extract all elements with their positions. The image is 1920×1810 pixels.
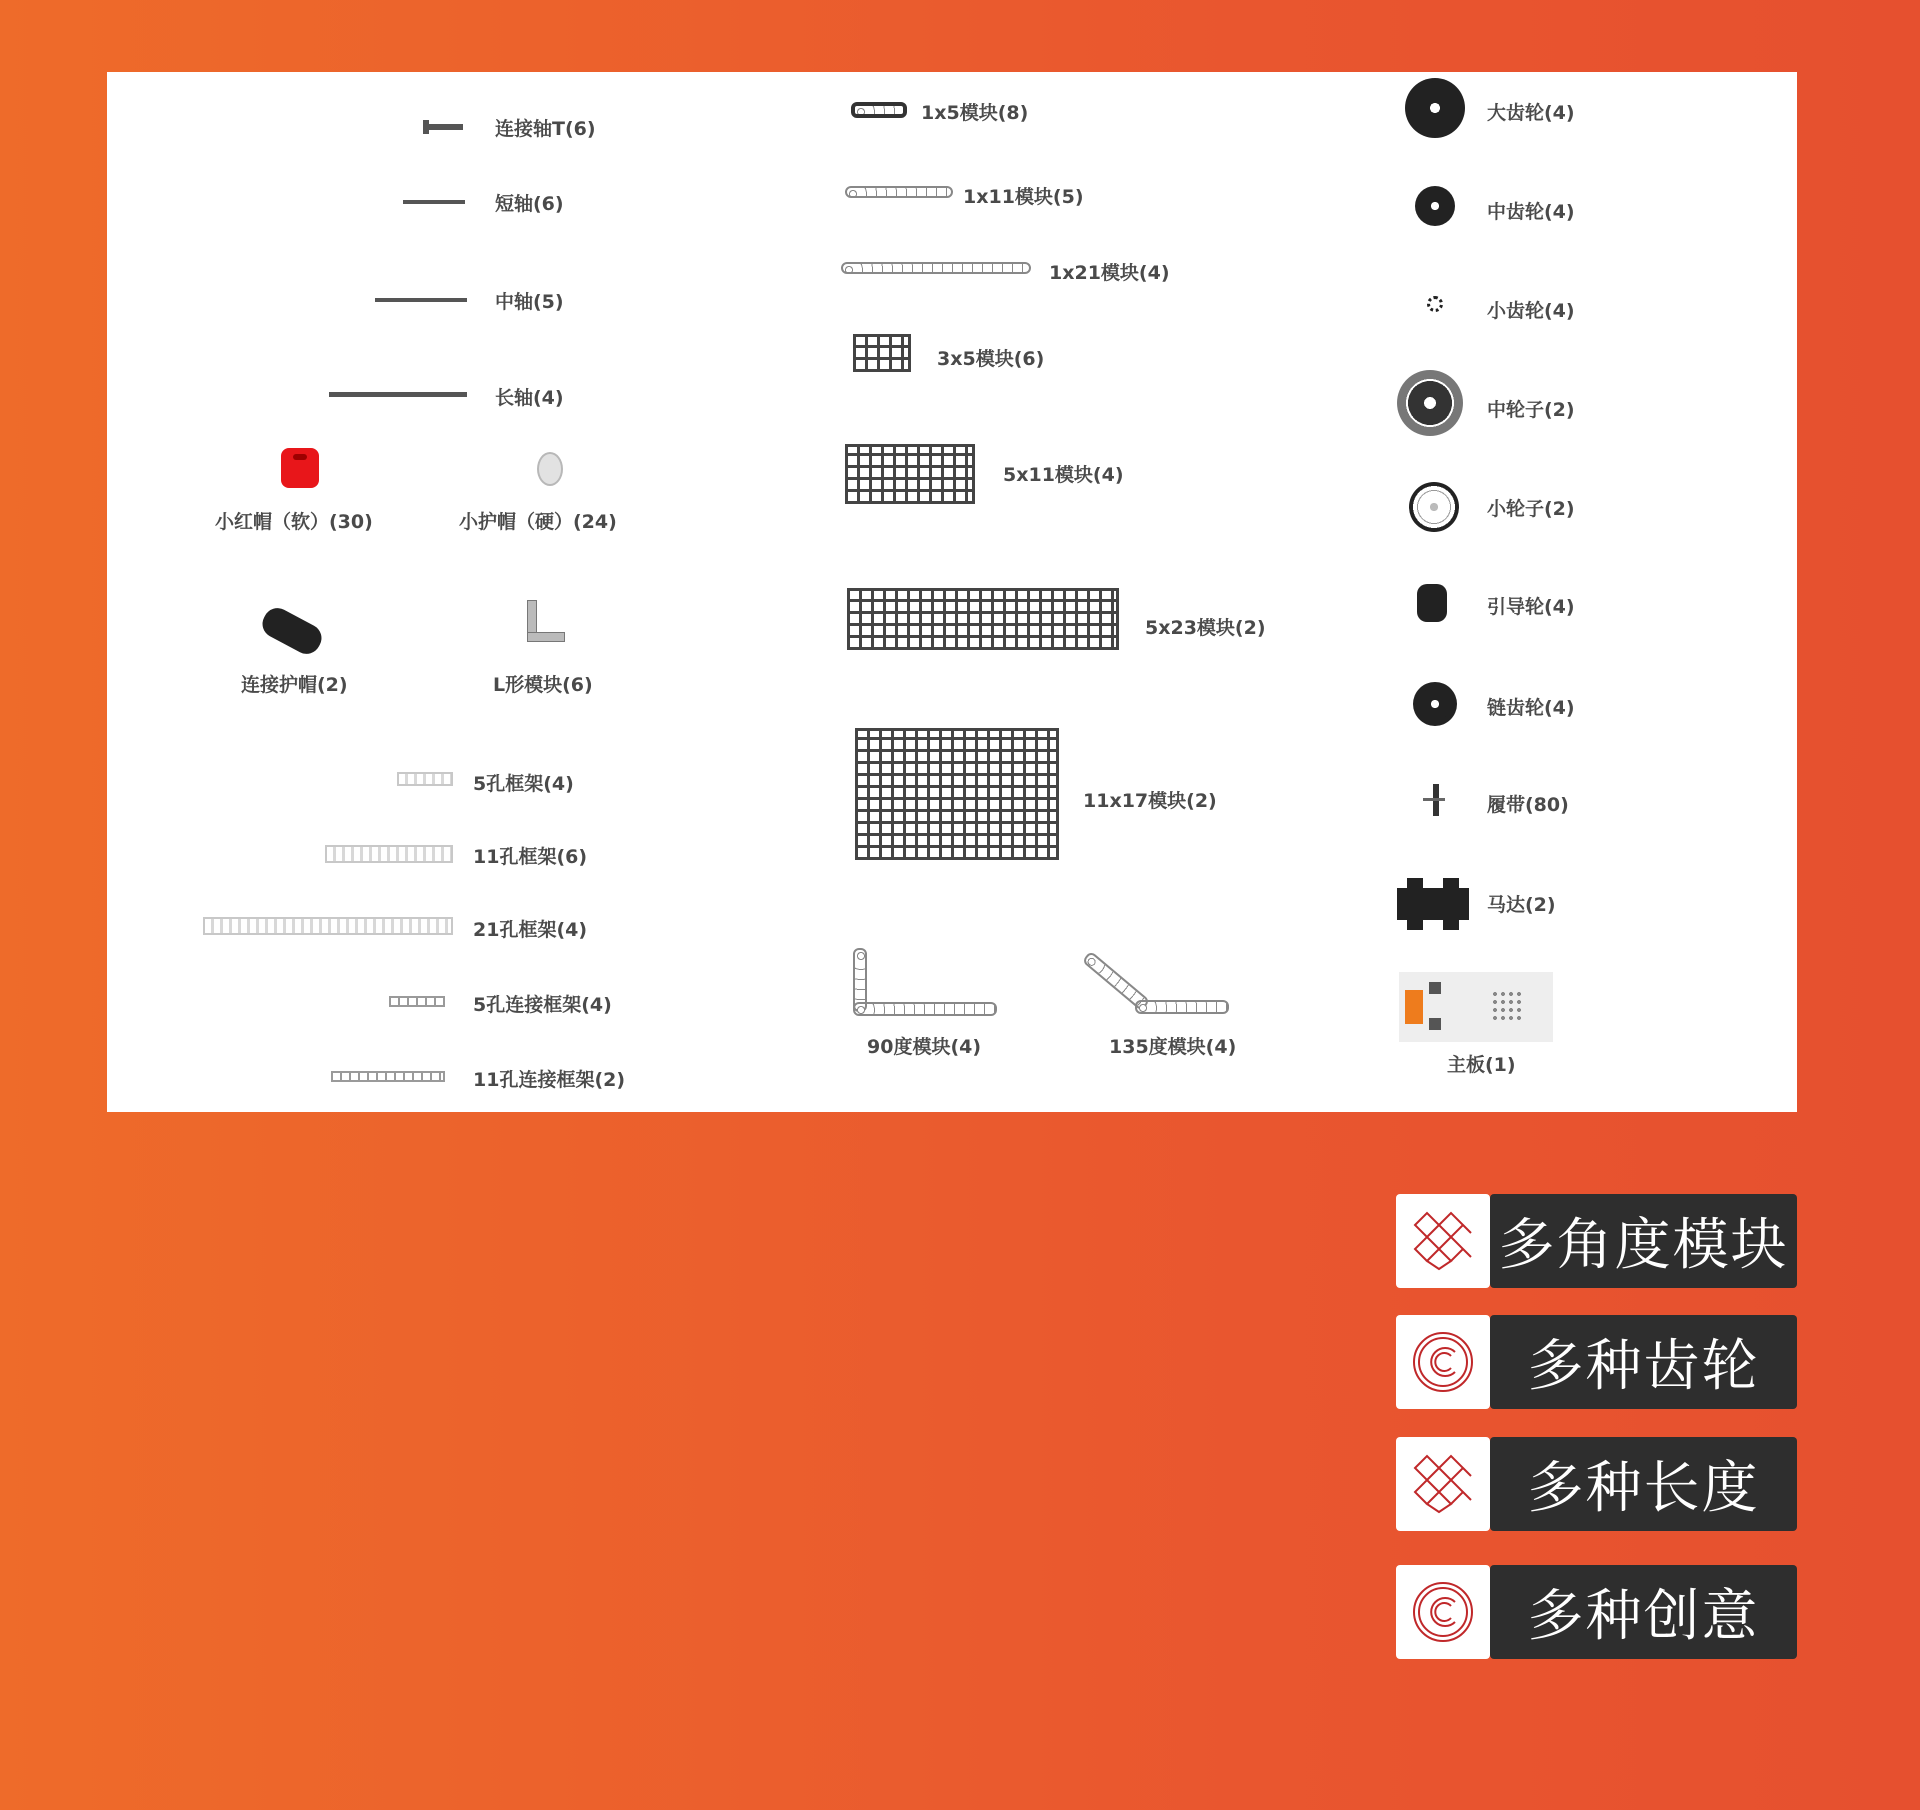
module-3x5-label: 3x5模块(6)	[937, 348, 1045, 370]
medium-axle-label: 中轴(5)	[495, 291, 564, 313]
module-5x11-label: 5x11模块(4)	[1003, 464, 1124, 486]
feature-multi-angle-module	[1396, 1194, 1797, 1288]
feature-various-lengths	[1396, 1437, 1797, 1531]
frame-21-icon	[203, 917, 453, 935]
copyright-circle-icon	[1396, 1565, 1490, 1659]
module-1x21-label: 1x21模块(4)	[1049, 262, 1170, 284]
long-axle-label: 长轴(4)	[495, 387, 564, 409]
sprocket-icon	[1413, 682, 1457, 726]
small-red-cap-label: 小红帽（软）(30)	[215, 511, 373, 533]
medium-gear-icon	[1415, 186, 1455, 226]
track-label: 履带(80)	[1487, 794, 1569, 816]
feature-label: 多种创意	[1490, 1565, 1797, 1659]
feature-label: 多种长度	[1490, 1437, 1797, 1531]
guard-cap-icon	[537, 452, 563, 486]
module-1x11-label: 1x11模块(5)	[963, 186, 1084, 208]
frame-5-icon	[397, 772, 453, 786]
feature-various-creativity	[1396, 1565, 1797, 1659]
medium-gear-label: 中齿轮(4)	[1487, 201, 1575, 223]
connector-frame-5-label: 5孔连接框架(4)	[473, 994, 612, 1016]
frame-21-label: 21孔框架(4)	[473, 919, 588, 941]
module-135deg-label: 135度模块(4)	[1109, 1036, 1237, 1058]
grid-diamond-icon	[1396, 1194, 1490, 1288]
copyright-circle-icon	[1396, 1315, 1490, 1409]
module-90deg-icon	[853, 948, 999, 1018]
short-axle-icon	[403, 200, 465, 204]
module-90deg-label: 90度模块(4)	[867, 1036, 982, 1058]
long-axle-icon	[329, 392, 467, 397]
connector-frame-11-label: 11孔连接框架(2)	[473, 1069, 626, 1091]
module-5x23-label: 5x23模块(2)	[1145, 617, 1266, 639]
frame-11-icon	[325, 845, 453, 863]
module-1x21-icon	[841, 262, 1031, 274]
medium-wheel-icon	[1397, 370, 1463, 436]
module-5x11-icon	[845, 444, 975, 504]
feature-various-gears	[1396, 1315, 1797, 1409]
small-gear-icon	[1427, 296, 1443, 312]
connector-frame-11-icon	[331, 1071, 445, 1082]
track-icon	[1423, 784, 1445, 816]
grid-diamond-icon	[1396, 1437, 1490, 1531]
l-module-label: L形模块(6)	[493, 674, 593, 696]
connector-axle-t-label: 连接轴T(6)	[495, 118, 596, 140]
frame-5-label: 5孔框架(4)	[473, 773, 574, 795]
module-1x5-label: 1x5模块(8)	[921, 102, 1029, 124]
module-11x17-label: 11x17模块(2)	[1083, 790, 1217, 812]
connector-guard-cap-icon	[258, 603, 327, 659]
parts-list-panel	[107, 72, 1797, 1112]
mainboard-icon	[1399, 972, 1553, 1042]
motor-icon	[1397, 878, 1469, 930]
connector-guard-cap-label: 连接护帽(2)	[241, 674, 348, 696]
small-guard-cap-label: 小护帽（硬）(24)	[459, 511, 617, 533]
mainboard-label: 主板(1)	[1447, 1054, 1516, 1076]
motor-label: 马达(2)	[1487, 894, 1556, 916]
small-gear-label: 小齿轮(4)	[1487, 300, 1575, 322]
module-3x5-icon	[853, 334, 911, 372]
guide-wheel-label: 引导轮(4)	[1487, 596, 1575, 618]
l-module-icon	[523, 600, 563, 644]
connector-frame-5-icon	[389, 996, 445, 1007]
frame-11-label: 11孔框架(6)	[473, 846, 588, 868]
guide-wheel-icon	[1417, 584, 1447, 622]
module-5x23-icon	[847, 588, 1119, 650]
module-135deg-icon	[1073, 952, 1233, 1016]
medium-axle-icon	[375, 298, 467, 302]
module-11x17-icon	[855, 728, 1059, 860]
medium-wheel-label: 中轮子(2)	[1487, 399, 1575, 421]
small-wheel-icon	[1409, 482, 1459, 532]
sprocket-label: 链齿轮(4)	[1487, 697, 1575, 719]
feature-label: 多种齿轮	[1490, 1315, 1797, 1409]
module-1x11-icon	[845, 186, 953, 198]
small-wheel-label: 小轮子(2)	[1487, 498, 1575, 520]
short-axle-label: 短轴(6)	[495, 193, 564, 215]
connector-axle-t-icon	[423, 124, 463, 130]
red-cap-icon	[281, 448, 319, 488]
module-1x5-icon	[851, 102, 907, 118]
large-gear-icon	[1405, 78, 1465, 138]
feature-label: 多角度模块	[1490, 1194, 1797, 1288]
large-gear-label: 大齿轮(4)	[1487, 102, 1575, 124]
